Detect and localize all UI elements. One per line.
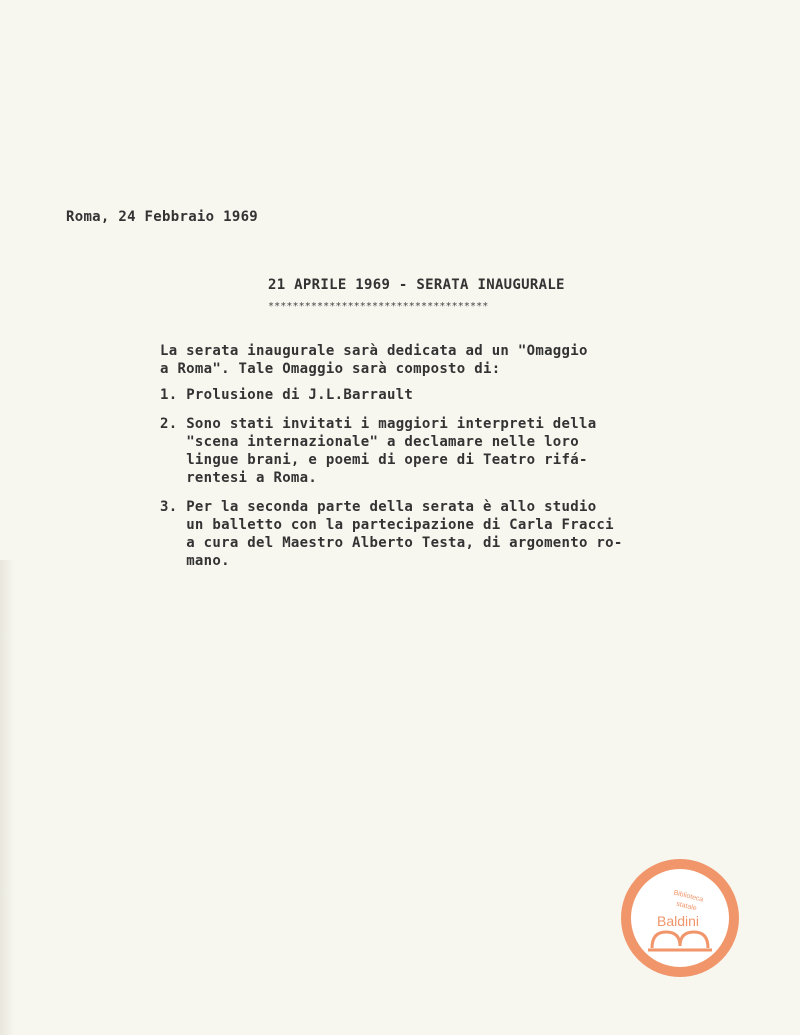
stamp-line-2: statale (675, 900, 698, 913)
date-line: Roma, 24 Febbraio 1969 (66, 209, 259, 225)
item-line: Prolusione di J.L.Barrault (186, 387, 414, 403)
library-stamp (620, 858, 740, 978)
item-line: "scena internazionale" a declamare nelle loro (186, 434, 579, 450)
item-line: Sono stati invitati i maggiori interpreti della (186, 416, 597, 432)
item-number: 3. (160, 499, 178, 515)
list-item (160, 386, 413, 404)
item-line: mano. (186, 553, 230, 569)
intro-paragraph (160, 342, 588, 378)
intro-line: a Roma". Tale Omaggio sarà composto di: (160, 361, 501, 377)
stamp-name: Baldini (656, 913, 700, 929)
item-line: un balletto con la partecipazione di Carla Fracci (186, 517, 614, 533)
list-item (160, 415, 596, 487)
intro-line: La serata inaugurale sarà dedicata ad un "Omaggio (160, 343, 588, 359)
item-line: rentesi a Roma. (186, 470, 318, 486)
list-item (160, 498, 623, 570)
item-line: Per la seconda parte della serata è allo studio (186, 499, 597, 515)
item-number: 2. (160, 416, 178, 432)
stamp-line-1: Biblioteca (672, 889, 704, 904)
page-edge-shadow (0, 560, 14, 1035)
heading-underline: ************************************ (268, 301, 489, 312)
item-number: 1. (160, 387, 178, 403)
document-heading: 21 APRILE 1969 - SERATA INAUGURALE (268, 277, 565, 293)
item-line: lingue brani, e poemi di opere di Teatro rifá- (186, 452, 588, 468)
item-line: a cura del Maestro Alberto Testa, di argomento ro- (186, 535, 623, 551)
